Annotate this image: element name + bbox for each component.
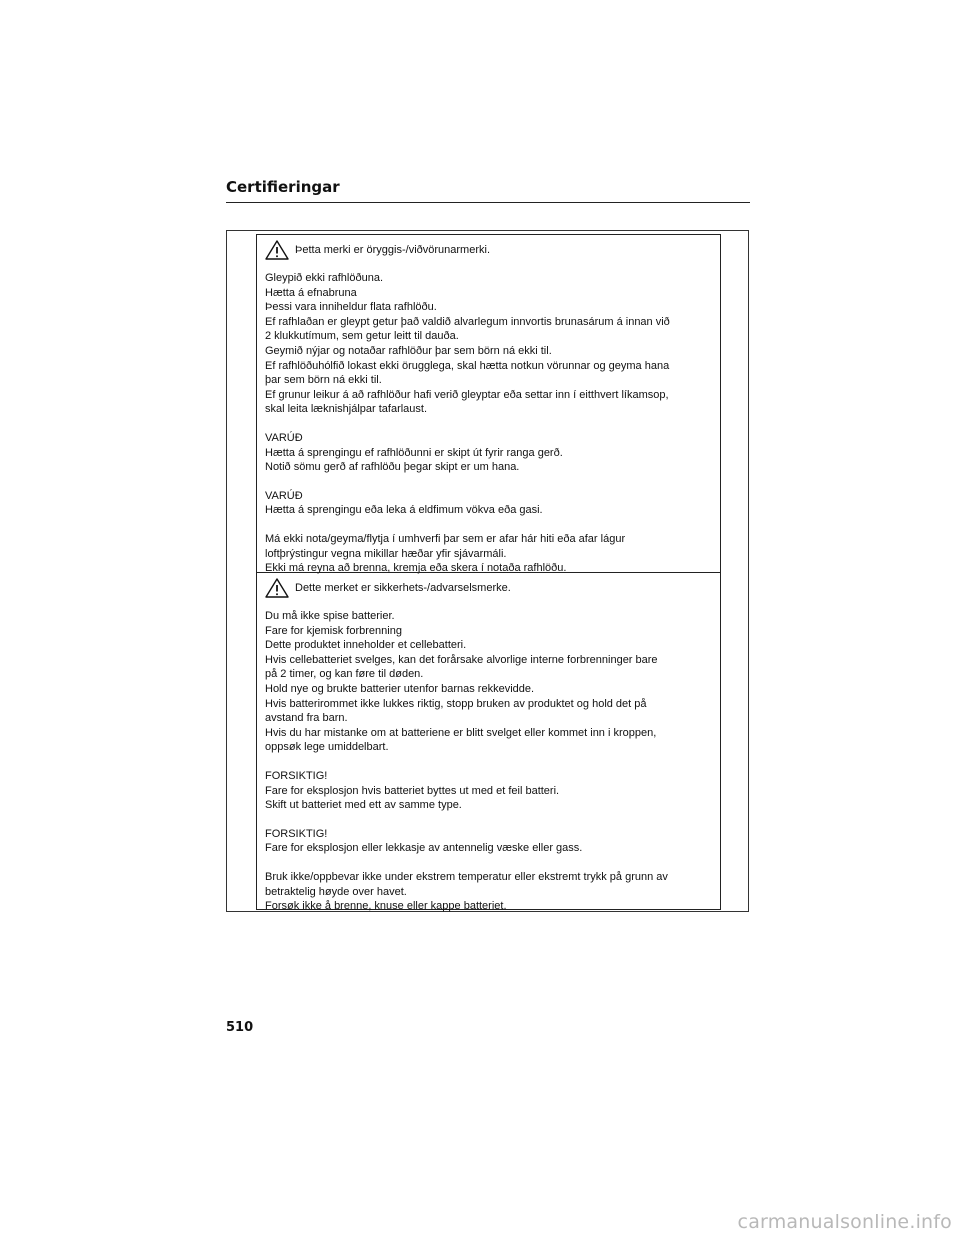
text-line: betraktelig høyde over havet. [265,885,407,898]
text-line: Hætta á efnabruna [265,286,357,299]
text-line: avstand fra barn. [265,712,348,725]
warning-triangle-icon [265,240,289,260]
text-line: Hvis du har mistanke om at batteriene er blitt svelget eller kommet inn i kroppen, [265,726,657,739]
paragraph-caution-wrong-type [265,431,720,475]
text-line: loftþrýstingur vegna mikillar hæðar yfir sjávarmáli. [265,547,507,560]
paragraph-environment [265,532,720,576]
text-line: Hold nye og brukte batterier utenfor barnas rekkevidde. [265,682,535,695]
text-line: Du må ikke spise batterier. [265,610,395,622]
paragraph-environment [265,870,720,914]
text-line: VARÚÐ [265,431,303,444]
text-line: Fare for eksplosjon eller lekkasje av antennelig væske eller gass. [265,842,583,855]
watermark: carmanualsonline.info [737,1211,952,1233]
text-line: Hætta á sprengingu eða leka á eldfimum vökva eða gasi. [265,504,543,517]
warning-label: Þetta merki er öryggis-/viðvörunarmerki. [295,243,491,256]
warning-heading [265,577,720,599]
text-line: Hætta á sprengingu ef rafhlöðunni er skipt út fyrir ranga gerð. [265,446,563,459]
text-line: på 2 timer, og kan føre til døden. [265,668,424,681]
text-line: Þessi vara inniheldur flata rafhlöðu. [265,301,437,314]
text-line: VARÚÐ [265,489,303,502]
warning-triangle-icon [265,578,289,598]
text-line: Má ekki nota/geyma/flytja í umhverfi þar sem er afar hár hiti eða afar lágur [265,532,626,545]
text-line: Notið sömu gerð af rafhlöðu þegar skipt er um hana. [265,461,520,474]
text-line: Ef rafhlöðuhólfið lokast ekki örugglega, skal hætta notkun vörunnar og geyma hana [265,359,670,372]
text-line: oppsøk lege umiddelbart. [265,741,389,754]
text-line: Ef rafhlaðan er gleypt getur það valdið alvarlegum innvortis brunasárum á innan við [265,315,670,328]
text-line: Skift ut batteriet med ett av samme type. [265,799,462,812]
text-line: Forsøk ikke å brenne, knuse eller kappe batteriet. [265,900,507,913]
text-line: FORSIKTIG! [265,769,328,782]
text-line: Hvis cellebatteriet svelges, kan det forårsake alvorlige interne forbrenninger bare [265,653,658,666]
text-line: Ekki má reyna að brenna, kremja eða skera í notaða rafhlöðu. [265,562,567,575]
paragraph-battery-swallow [265,271,720,417]
text-line: þar sem börn ná ekki til. [265,374,382,387]
page-number: 510 [226,1020,254,1035]
warning-box-icelandic [256,234,721,573]
text-line: 2 klukkutímum, sem getur leitt til dauða. [265,330,459,343]
text-line: skal leita læknishjálpar tafarlaust. [265,403,428,416]
page-header [226,178,750,203]
paragraph-caution-leak [265,489,720,518]
text-line: Ef grunur leikur á að rafhlöður hafi verið gleyptar eða settar inn í eitthvert líkamsop, [265,388,669,401]
paragraph-caution-wrong-type [265,769,720,813]
warning-heading [265,239,720,261]
text-line: Fare for eksplosjon hvis batteriet byttes ut med et feil batteri. [265,784,560,797]
page-title: Certifieringar [226,178,340,196]
text-line: Dette produktet inneholder et cellebatteri. [265,639,467,652]
text-line: Fare for kjemisk forbrenning [265,624,402,637]
paragraph-battery-swallow [265,609,720,755]
text-line: Bruk ikke/oppbevar ikke under ekstrem temperatur eller ekstremt trykk på grunn av [265,870,668,883]
text-line: Hvis batterirommet ikke lukkes riktig, stopp bruken av produktet og hold det på [265,697,647,710]
warning-label: Dette merket er sikkerhets-/advarselsmerke. [295,581,511,594]
text-line: Geymið nýjar og notaðar rafhlöður þar sem börn ná ekki til. [265,344,552,357]
text-line: Gleypið ekki rafhlöðuna. [265,272,384,284]
warning-box-norwegian [256,572,721,913]
text-line: FORSIKTIG! [265,827,328,840]
paragraph-caution-leak [265,827,720,856]
